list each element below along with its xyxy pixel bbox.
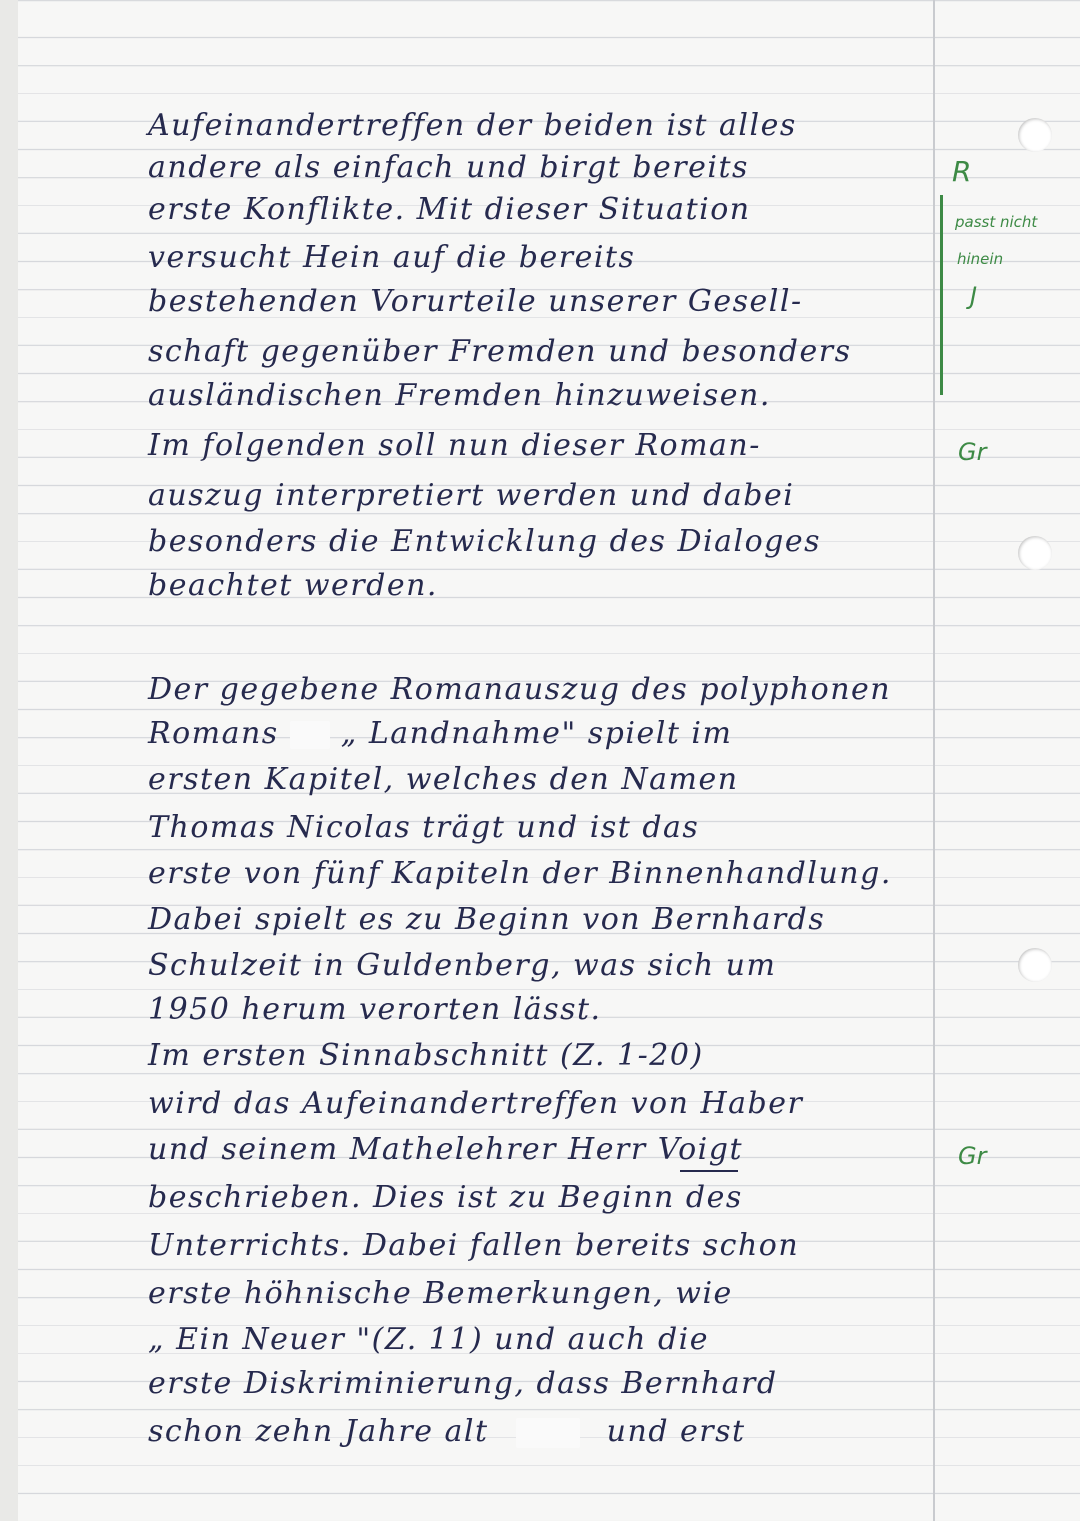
- text-line: erste Konflikte. Mit dieser Situation: [148, 192, 751, 227]
- text-fragment: schon zehn Jahre alt: [148, 1414, 489, 1449]
- text-line: beachtet werden.: [148, 568, 438, 603]
- text-line: bestehenden Vorurteile unserer Gesell-: [148, 284, 803, 319]
- text-fragment: „ Landnahme" spielt im: [340, 716, 733, 751]
- text-line: erste Diskriminierung, dass Bernhard: [148, 1366, 778, 1401]
- text-line: [148, 716, 732, 751]
- text-line: ausländischen Fremden hinzuweisen.: [148, 378, 771, 413]
- correction-mark-gr: Gr: [958, 1142, 987, 1170]
- text-line: wird das Aufeinandertreffen von Haber: [148, 1086, 804, 1121]
- correction-note: J: [970, 282, 978, 310]
- text-line: beschrieben. Dies ist zu Beginn des: [148, 1180, 743, 1215]
- punch-hole: [1018, 118, 1052, 152]
- text-line: schaft gegenüber Fremden und besonders: [148, 334, 852, 369]
- text-line: „ Ein Neuer "(Z. 11) und auch die: [148, 1322, 709, 1357]
- text-line: Im ersten Sinnabschnitt (Z. 1-20): [148, 1038, 704, 1073]
- text-line: Der gegebene Romanauszug des polyphonen: [148, 672, 892, 707]
- underline-mark: [680, 1170, 738, 1172]
- correction-mark-gr: Gr: [958, 438, 987, 466]
- text-fragment: und erst: [606, 1414, 746, 1449]
- correction-mark-r: R: [952, 155, 972, 188]
- text-line: versucht Hein auf die bereits: [148, 240, 636, 275]
- page-edge: [0, 0, 18, 1521]
- margin-line: [933, 0, 935, 1521]
- text-line: Im folgenden soll nun dieser Roman-: [148, 428, 761, 463]
- punch-hole: [1018, 948, 1052, 982]
- text-line: [148, 1414, 746, 1449]
- text-fragment: Romans: [148, 716, 279, 751]
- redaction-box: [290, 721, 330, 749]
- text-line: besonders die Entwicklung des Dialoges: [148, 524, 821, 559]
- text-line: erste von fünf Kapiteln der Binnenhandlung.: [148, 856, 892, 891]
- text-line: andere als einfach und birgt bereits: [148, 150, 749, 185]
- text-line: Unterrichts. Dabei fallen bereits schon: [148, 1228, 800, 1263]
- text-line: Thomas Nicolas trägt und ist das: [148, 810, 700, 845]
- text-line: erste höhnische Bemerkungen, wie: [148, 1276, 733, 1311]
- text-line: und seinem Mathelehrer Herr Voigt: [148, 1132, 744, 1167]
- correction-bracket: [940, 195, 943, 395]
- text-line: 1950 herum verorten lässt.: [148, 992, 602, 1027]
- text-line: Dabei spielt es zu Beginn von Bernhards: [148, 902, 826, 937]
- redaction-box: [516, 1418, 580, 1448]
- text-line: ersten Kapitel, welches den Namen: [148, 762, 739, 797]
- text-line: auszug interpretiert werden und dabei: [148, 478, 795, 513]
- correction-note: passt nicht: [955, 213, 1038, 231]
- punch-hole: [1018, 536, 1052, 570]
- text-line: Aufeinandertreffen der beiden ist alles: [148, 108, 797, 143]
- text-line: Schulzeit in Guldenberg, was sich um: [148, 948, 777, 983]
- correction-note: hinein: [957, 250, 1004, 268]
